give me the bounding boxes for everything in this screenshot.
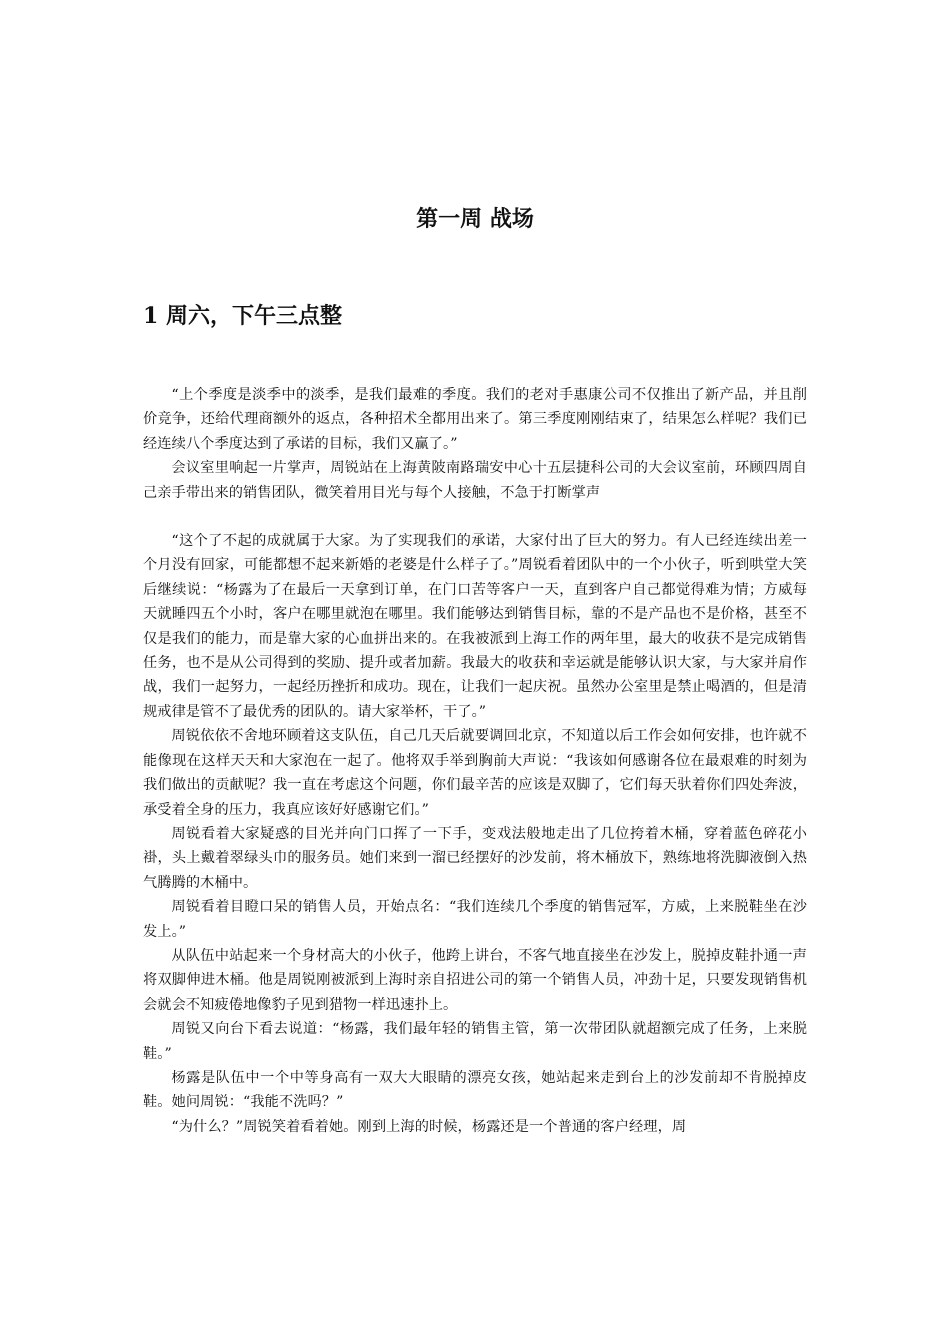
- paragraph: 周锐又向台下看去说道：“杨露，我们最年轻的销售主管，第一次带团队就超额完成了任务，上来脱鞋。”: [143, 1021, 807, 1062]
- paragraph: “为什么？”周锐笑着看着她。刚到上海的时候，杨露还是一个普通的客户经理，周: [171, 1118, 687, 1135]
- body-text: [143, 383, 807, 1139]
- paragraph: 杨露是队伍中一个中等身高有一双大大眼睛的漂亮女孩，她站起来走到台上的沙发前却不肯脱掉皮鞋。她问周锐：“我能不洗吗？”: [143, 1069, 807, 1111]
- paragraph: “这个了不起的成就属于大家。为了实现我们的承诺，大家付出了巨大的努力。有人已经连续出差一个月没有回家，可能都想不起来新婚的老婆是什么样子了。”周锐看着团队中的一个小伙子，听到哄堂大笑后继续说：“杨露为了在最后一天拿到订单，在门口苦等客户一天，直到客户自己都觉得难为情；方威每天就睡四五个小时，客户在哪里就泡在哪里。我们能够达到销售目标，靠的不是产品也不是价格，甚至不仅是我们的能力，而是靠大家的心血拼出来的。在我被派到上海工作的两年里，最大的收获不是完成销售任务，也不是从公司得到的奖励、提升或者加薪。我最大的收获和幸运就是能够认识大家，与大家并肩作战，我们一起努力，一起经历挫折和成功。现在，让我们一起庆祝。虽然办公室里是禁止喝酒的，但是清规戒律是管不了最优秀的团队的。请大家举杯，干了。”: [143, 533, 807, 720]
- paragraph: 会议室里响起一片掌声，周锐站在上海黄陂南路瑞安中心十五层捷科公司的大会议室前，环顾四周自己亲手带出来的销售团队，微笑着用目光与每个人接触，不急于打断掌声: [143, 460, 807, 501]
- paragraph: 周锐看着目瞪口呆的销售人员，开始点名：“我们连续几个季度的销售冠军，方威，上来脱鞋坐在沙发上。”: [143, 899, 807, 940]
- paragraph: 周锐依依不舍地环顾着这支队伍，自己几天后就要调回北京，不知道以后工作会如何安排，也许就不能像现在这样天天和大家泡在一起了。他将双手举到胸前大声说：“我该如何感谢各位在最艰难的时刻为我们做出的贡献呢？我一直在考虑这个问题，你们最辛苦的应该是双脚了，它们每天驮着你们四处奔波，承受着全身的压力，我真应该好好感谢它们。”: [143, 728, 807, 818]
- paragraph: “上个季度是淡季中的淡季，是我们最难的季度。我们的老对手惠康公司不仅推出了新产品，并且削价竞争，还给代理商额外的返点，各种招术全都用出来了。第三季度刚刚结束了，结果怎么样呢？我们已经连续八个季度达到了承诺的目标，我们又赢了。”: [143, 387, 807, 452]
- chapter-title: 第一周 战场: [416, 207, 534, 232]
- paragraph: 周锐看着大家疑惑的目光并向门口挥了一下手，变戏法般地走出了几位挎着木桶，穿着蓝色碎花小褂，头上戴着翠绿头巾的服务员。她们来到一溜已经摆好的沙发前，将木桶放下，熟练地将洗脚液倒入热气腾腾的木桶中。: [143, 825, 807, 891]
- section-title: 1 周六，下午三点整: [143, 303, 342, 329]
- paragraph: 从队伍中站起来一个身材高大的小伙子，他跨上讲台，不客气地直接坐在沙发上，脱掉皮鞋扑通一声将双脚伸进木桶。他是周锐刚被派到上海时亲自招进公司的第一个销售人员，冲劲十足，只要发现销售机会就会不知疲倦地像豹子见到猎物一样迅速扑上。: [143, 947, 807, 1013]
- paragraph-gap: [143, 505, 807, 529]
